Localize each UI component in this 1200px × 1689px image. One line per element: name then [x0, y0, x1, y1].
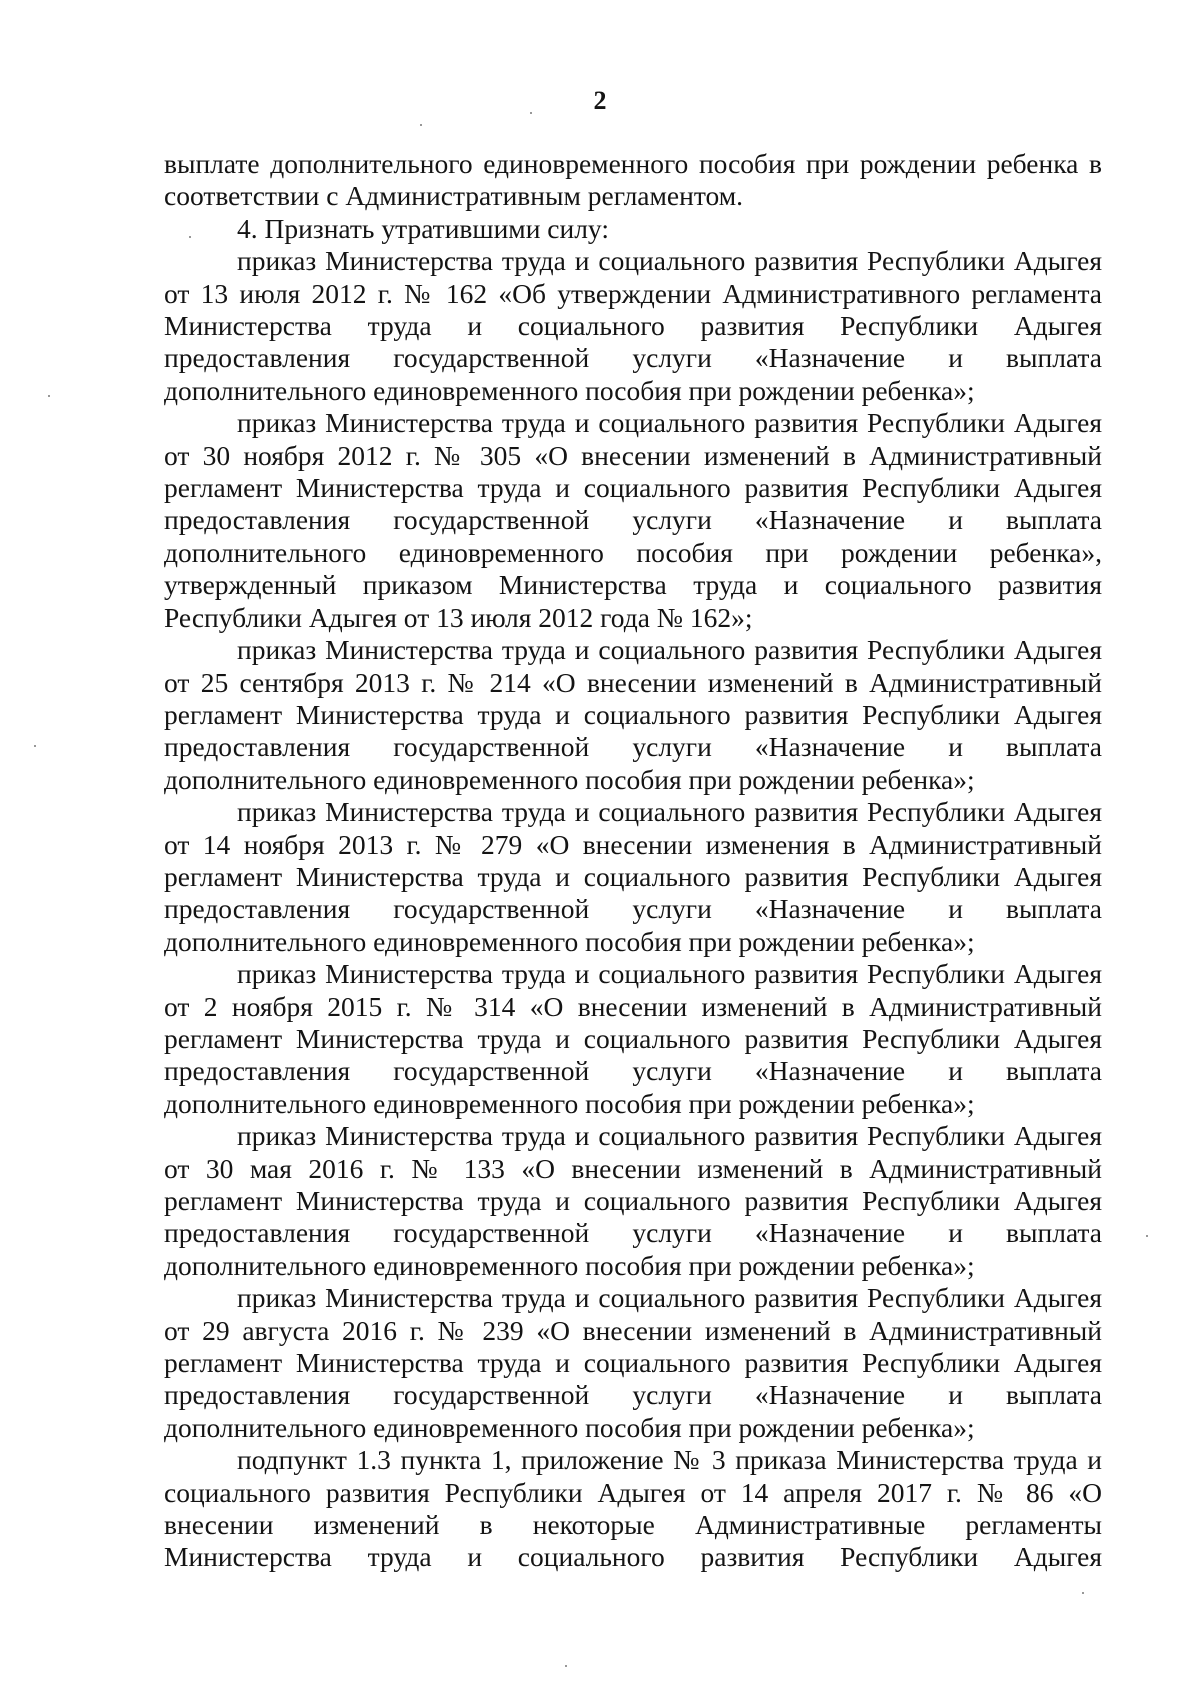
paragraph-order-214: приказ Министерства труда и социального развития Республики Адыгея от 25 сентября 2013 г. № 214 «О внесении изменений в Административный регламент Министерства труда и социального развития Республики Адыгея предоставления государственной услуги «Назначение и выплата дополнительного единовременного пособия при рождении ребенка»;: [164, 634, 1102, 795]
scan-speck: [34, 745, 36, 747]
paragraph-item-4: 4. Признать утратившими силу:: [237, 212, 609, 244]
scan-speck: [420, 124, 422, 126]
document-body: [164, 148, 1102, 1574]
paragraph-order-279: приказ Министерства труда и социального развития Республики Адыгея от 14 ноября 2013 г. № 279 «О внесении изменения в Административный регламент Министерства труда и социального развития Республики Адыгея предоставления государственной услуги «Назначение и выплата дополнительного единовременного пособия при рождении ребенка»;: [164, 796, 1102, 957]
paragraph-order-86: подпункт 1.3 пункта 1, приложение № 3 приказа Министерства труда и социального развития Республики Адыгея от 14 апреля 2017 г. № 86 «О внесении изменений в некоторые Административные регламенты Министерства труда и социального развития Республики Адыгея: [164, 1444, 1102, 1573]
scan-speck: [565, 1665, 567, 1667]
page-number: 2: [593, 86, 607, 115]
scan-speck: [1146, 1235, 1148, 1237]
paragraph-order-162: приказ Министерства труда и социального развития Республики Адыгея от 13 июля 2012 г. № 162 «Об утверждении Административного регламента Министерства труда и социального развития Республики Адыгея предоставления государственной услуги «Назначение и выплата дополнительного единовременного пособия при рождении ребенка»;: [164, 245, 1102, 406]
paragraph-order-239: приказ Министерства труда и социального развития Республики Адыгея от 29 августа 2016 г. № 239 «О внесении изменений в Административный регламент Министерства труда и социального развития Республики Адыгея предоставления государственной услуги «Назначение и выплата дополнительного единовременного пособия при рождении ребенка»;: [164, 1282, 1102, 1443]
scan-speck: [530, 112, 532, 114]
scan-speck: [48, 395, 50, 397]
paragraph-order-305: приказ Министерства труда и социального развития Республики Адыгея от 30 ноября 2012 г. № 305 «О внесении изменений в Административный регламент Министерства труда и социального развития Республики Адыгея предоставления государственной услуги «Назначение и выплата дополнительного единовременного пособия при рождении ребенка», утвержденный приказом Министерства труда и социального развития Республики Адыгея от 13 июля 2012 года № 162»;: [164, 407, 1102, 633]
paragraph-order-314: приказ Министерства труда и социального развития Республики Адыгея от 2 ноября 2015 г. № 314 «О внесении изменений в Административный регламент Министерства труда и социального развития Республики Адыгея предоставления государственной услуги «Назначение и выплата дополнительного единовременного пособия при рождении ребенка»;: [164, 958, 1102, 1119]
paragraph-order-133: приказ Министерства труда и социального развития Республики Адыгея от 30 мая 2016 г. № 133 «О внесении изменений в Административный регламент Министерства труда и социального развития Республики Адыгея предоставления государственной услуги «Назначение и выплата дополнительного единовременного пособия при рождении ребенка»;: [164, 1120, 1102, 1281]
scan-speck: [1082, 1592, 1084, 1594]
scan-speck: [189, 236, 191, 238]
paragraph-continuation: выплате дополнительного единовременного пособия при рождении ребенка в соответствии с Административным регламентом.: [164, 148, 1102, 212]
